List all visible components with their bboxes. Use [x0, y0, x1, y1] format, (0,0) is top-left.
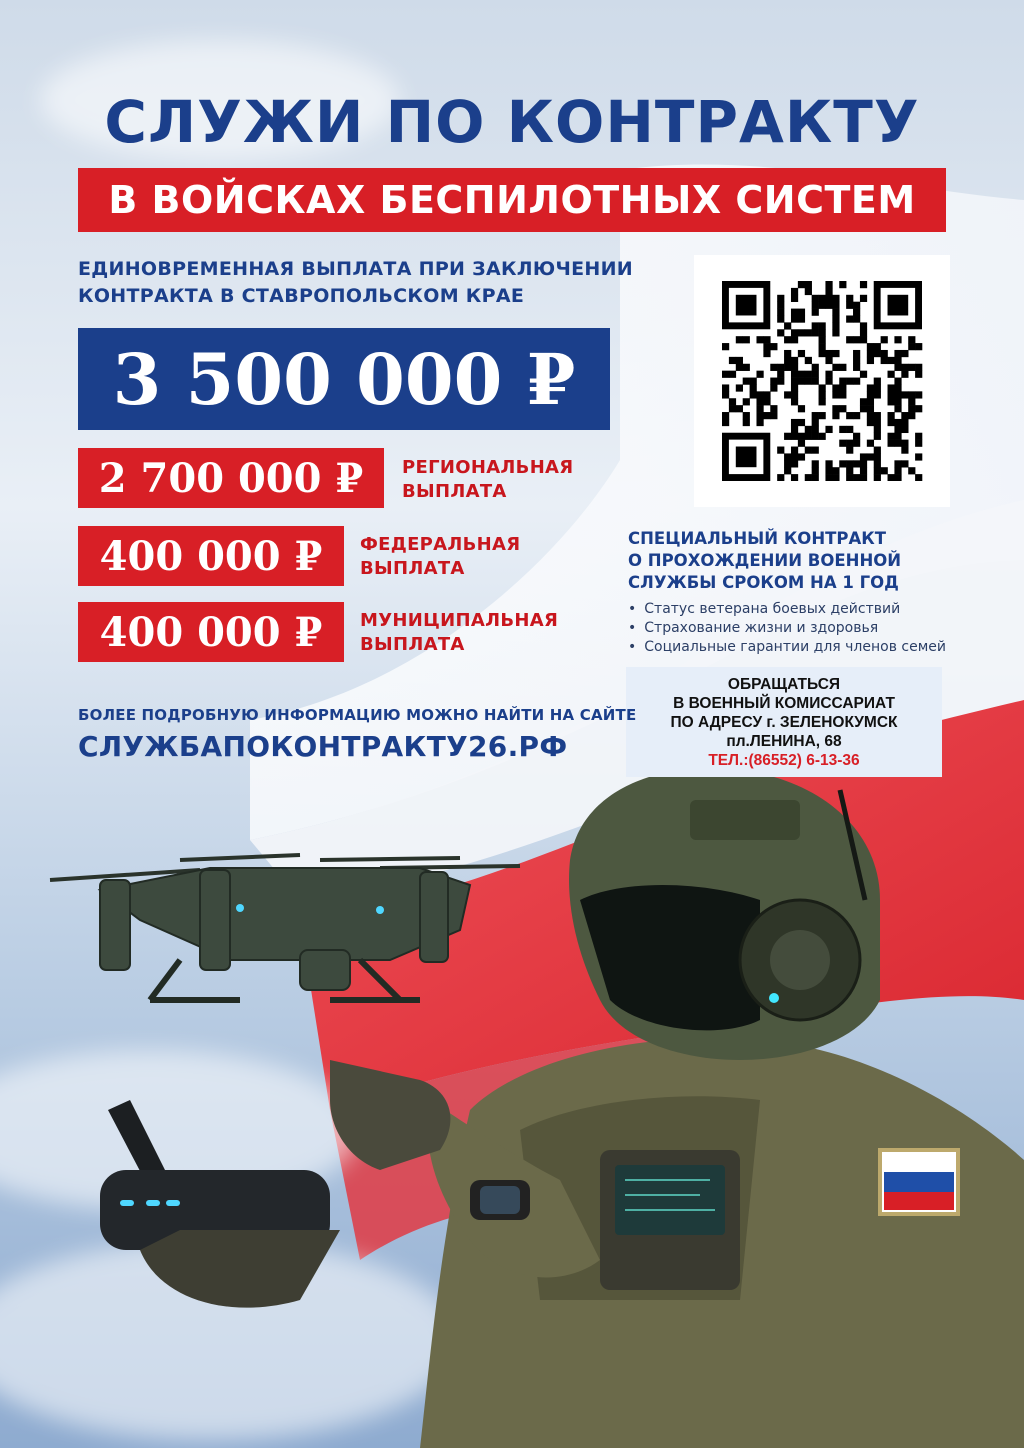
contact-line-2: В ВОЕННЫЙ КОМИССАРИАТ [673, 695, 895, 712]
regional-payment-label [402, 456, 573, 504]
contact-line-3: ПО АДРЕСУ г. ЗЕЛЕНОКУМСК [670, 714, 898, 731]
contract-line-3: СЛУЖБЫ СРОКОМ НА 1 ГОД [628, 573, 899, 592]
more-info-text: БОЛЕЕ ПОДРОБНУЮ ИНФОРМАЦИЮ МОЖНО НАЙТИ НА САЙТЕ [78, 706, 637, 724]
federal-payment-label [360, 533, 520, 581]
municipal-payment-label-line-2: ВЫПЛАТА [360, 634, 465, 655]
regional-payment-label-line-2: ВЫПЛАТА [402, 481, 507, 502]
federal-payment-box [78, 526, 344, 586]
municipal-payment-box [78, 602, 344, 662]
poster-subtitle: В ВОЙСКАХ БЕСПИЛОТНЫХ СИСТЕМ [108, 178, 916, 222]
federal-payment-label-line-1: ФЕДЕРАЛЬНАЯ [360, 534, 521, 555]
regional-payment-box [78, 448, 384, 508]
qr-code-icon[interactable] [719, 281, 925, 481]
municipal-payment-label [360, 609, 558, 657]
subtitle-banner [78, 168, 946, 232]
contract-heading [628, 528, 958, 594]
lead-line-2: КОНТРАКТА В СТАВРОПОЛЬСКОМ КРАЕ [78, 285, 525, 307]
benefit-item: • Статус ветерана боевых действий [628, 600, 968, 619]
regional-payment-label-line-1: РЕГИОНАЛЬНАЯ [402, 457, 574, 478]
benefit-item: • Страхование жизни и здоровья [628, 619, 968, 638]
benefits-list [628, 600, 968, 657]
municipal-payment-amount: 400 000 ₽ [99, 608, 323, 656]
lead-text [78, 256, 678, 310]
contact-line-4: пл.ЛЕНИНА, 68 [726, 733, 842, 750]
qr-code-card[interactable] [694, 255, 950, 507]
federal-payment-amount: 400 000 ₽ [99, 532, 323, 580]
total-amount-box [78, 328, 610, 430]
contact-line-1: ОБРАЩАТЬСЯ [727, 676, 841, 693]
contact-phone[interactable]: ТЕЛ.:(86552) 6-13-36 [708, 752, 860, 769]
municipal-payment-label-line-1: МУНИЦИПАЛЬНАЯ [360, 610, 559, 631]
contact-box [626, 667, 942, 777]
lead-line-1: ЕДИНОВРЕМЕННАЯ ВЫПЛАТА ПРИ ЗАКЛЮЧЕНИИ [78, 258, 634, 280]
total-amount: 3 500 000 ₽ [112, 337, 576, 421]
benefit-item: • Социальные гарантии для членов семей [628, 638, 968, 657]
federal-payment-label-line-2: ВЫПЛАТА [360, 558, 465, 579]
regional-payment-amount: 2 700 000 ₽ [98, 454, 364, 502]
contract-line-2: О ПРОХОЖДЕНИИ ВОЕННОЙ [628, 551, 902, 570]
website-link[interactable]: СЛУЖБАПОКОНТРАКТУ26.РФ [78, 730, 568, 763]
contract-line-1: СПЕЦИАЛЬНЫЙ КОНТРАКТ [628, 529, 886, 548]
poster-title: СЛУЖИ ПО КОНТРАКТУ [104, 88, 920, 156]
